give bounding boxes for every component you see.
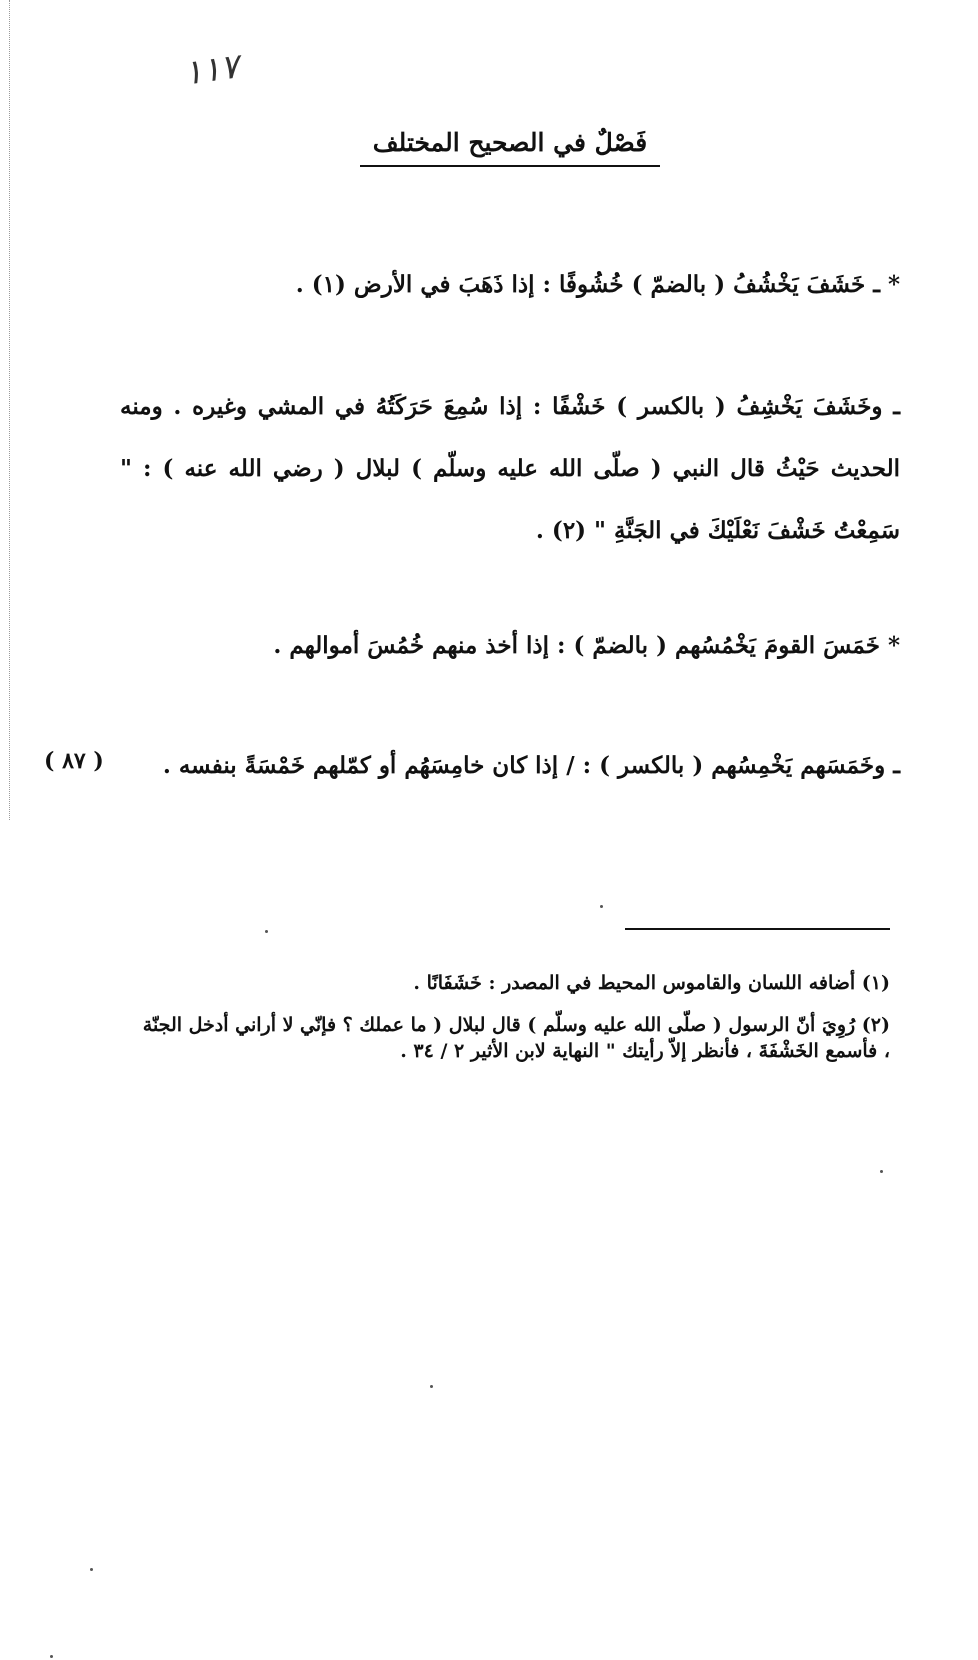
scan-speck [430, 1385, 433, 1388]
footnote-2: (٢) رُوِيَ أنّ الرسول ( صلّى الله عليه وسلّم ) قال لبلال ( ما عملك ؟ فإنّي لا أراني أدخل الجنّة ، فأسمع الخَشْفَةَ ، فأنظر إلاّ رأيتك " النهاية لابن الأثير ٢ / ٣٤ . [142, 1014, 890, 1062]
paragraph-2: ـ وخَشَفَ يَخْشِفُ ( بالكسر ) خَشْفًا : إذا سُمِعَ حَرَكَتُهُ في المشي وغيره . ومنه الحديث حَيْثُ قال النبي ( صلّى الله عليه وسلّم ) لبلال ( رضي الله عنه ) : " سَمِعْتُ خَشْفَ نَعْلَيْكَ في الجَنَّةِ " (٢) . [120, 393, 900, 544]
paragraph-4: ـ وخَمَسَهم يَخْمِسُهم ( بالكسر ) : / إذا كان خامِسَهُم أو كمّلهم خَمْسَةً بنفسه . [162, 752, 900, 779]
scan-speck [90, 1568, 93, 1571]
binding-edge-line [9, 0, 10, 820]
paragraph-1: * ـ خَشَفَ يَخْشُفُ ( بالضمّ ) خُشُوفًا : إذا ذَهَبَ في الأرض (١) . [295, 271, 900, 298]
scan-speck [50, 1655, 53, 1658]
scan-speck [600, 905, 603, 908]
footnote-separator [625, 928, 890, 930]
section-title: فَصْلٌ في الصحيح المختلف [360, 128, 660, 167]
scan-speck [880, 1170, 883, 1173]
margin-page-marker: ( ٨٧ ) [44, 748, 104, 774]
paragraph-3: * خَمَسَ القومَ يَخْمُسُهم ( بالضمّ ) : إذا أخذ منهم خُمُسَ أموالهم . [273, 632, 900, 659]
page-number: ١١٧ [181, 46, 242, 94]
footnote-1: (١) أضافه اللسان والقاموس المحيط في المصدر : خَشَفَانًا . [413, 972, 890, 994]
scan-speck [265, 930, 268, 933]
